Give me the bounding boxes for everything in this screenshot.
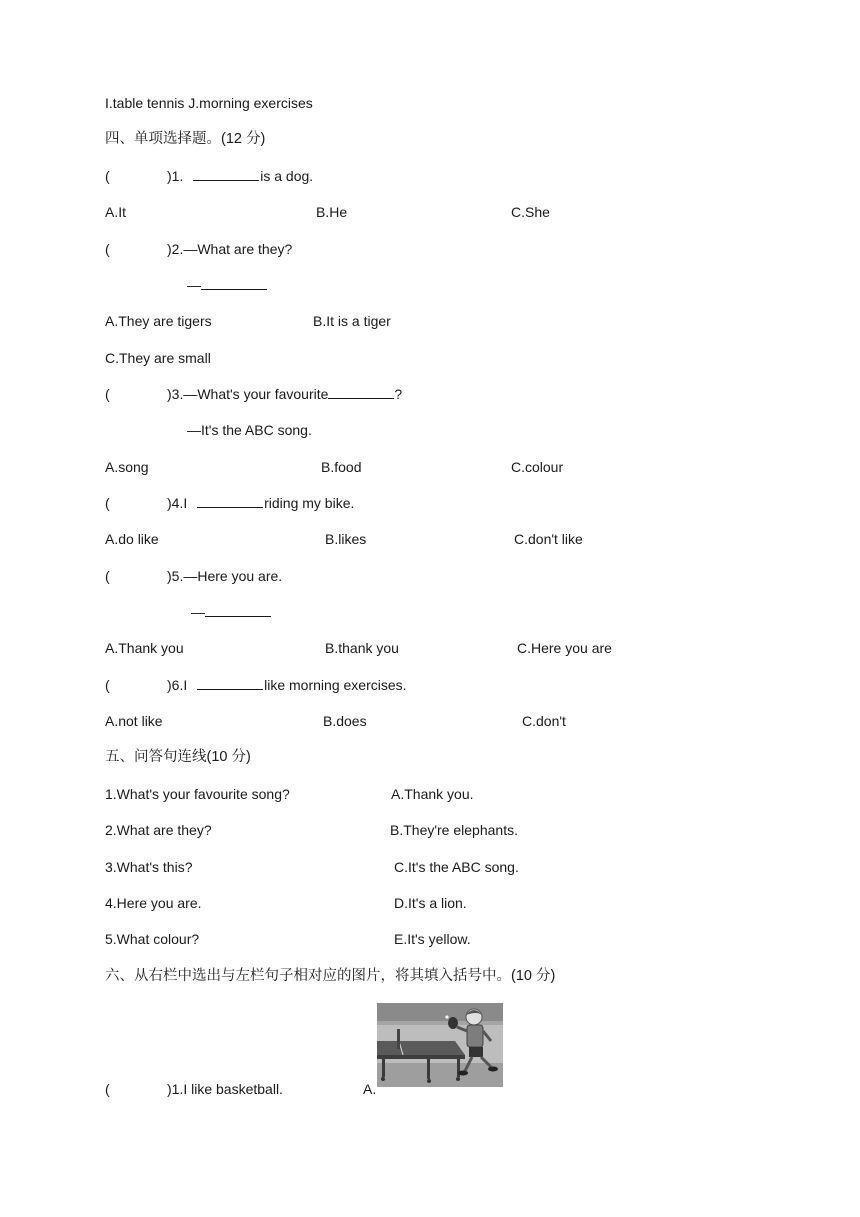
match-left-2[interactable]: 2.What are they? xyxy=(105,822,212,838)
q6-option-b: B.does xyxy=(323,713,367,729)
section6-heading: 六、从右栏中选出与左栏句子相对应的图片，将其填入括号中。(10 分) xyxy=(105,968,556,984)
q5-option-c: C.Here you are xyxy=(517,640,612,656)
q6-answer-paren[interactable]: ( xyxy=(105,677,110,693)
q5-option-b: B.thank you xyxy=(325,640,399,656)
match-left-1[interactable]: 1.What's your favourite song? xyxy=(105,786,290,802)
q1-option-c: C.She xyxy=(511,204,550,220)
q1-blank xyxy=(193,167,259,181)
q3-answer-line: —It's the ABC song. xyxy=(187,422,312,438)
q6-option-a: A.not like xyxy=(105,713,163,729)
q5-blank xyxy=(205,603,271,617)
s6-q1-stem: )1.I like basketball. xyxy=(167,1081,283,1097)
q2-option-b: B.It is a tiger xyxy=(313,313,391,329)
q4-option-a: A.do like xyxy=(105,531,159,547)
q3-option-c: C.colour xyxy=(511,459,564,475)
q5-stem: )5.—Here you are. xyxy=(167,568,283,584)
match-left-4[interactable]: 4.Here you are. xyxy=(105,895,202,911)
q6-blank xyxy=(197,676,263,690)
q1-stem: )1. is a dog. xyxy=(167,168,314,184)
match-left-3[interactable]: 3.What's this? xyxy=(105,859,193,875)
match-right-b[interactable]: B.They're elephants. xyxy=(390,822,518,838)
q2-stem: )2.—What are they? xyxy=(167,241,293,257)
q2-answer-paren[interactable]: ( xyxy=(105,241,110,257)
q2-option-a: A.They are tigers xyxy=(105,313,212,329)
q4-blank xyxy=(197,494,263,508)
q5-response-line: — xyxy=(191,603,271,621)
q1-option-a: A.It xyxy=(105,204,127,220)
q3-option-a: A.song xyxy=(105,459,149,475)
q3-option-b: B.food xyxy=(321,459,362,475)
q2-blank xyxy=(201,276,267,290)
q6-stem: )6.I like morning exercises. xyxy=(167,677,407,693)
match-right-d[interactable]: D.It's a lion. xyxy=(394,895,467,911)
q1-option-b: B.He xyxy=(316,204,348,220)
match-right-a[interactable]: A.Thank you. xyxy=(391,786,474,802)
q3-answer-paren[interactable]: ( xyxy=(105,386,110,402)
q1-answer-paren[interactable]: ( xyxy=(105,168,110,184)
q3-stem: )3.—What's your favourite ? xyxy=(167,386,403,402)
previous-line: I.table tennis J.morning exercises xyxy=(105,95,313,111)
q3-blank xyxy=(328,385,394,399)
q5-answer-paren[interactable]: ( xyxy=(105,568,110,584)
q6-option-c: C.don't xyxy=(522,713,566,729)
s6-q1-answer-paren[interactable]: ( xyxy=(105,1081,110,1097)
q4-option-b: B.likes xyxy=(325,531,367,547)
q5-option-a: A.Thank you xyxy=(105,640,184,656)
q2-option-c: C.They are small xyxy=(105,350,211,366)
s6-option-a-label: A. xyxy=(363,1081,377,1097)
section4-heading: 四、单项选择题。(12 分) xyxy=(105,131,266,147)
table-tennis-picture xyxy=(377,1003,503,1087)
q2-response-line: — xyxy=(187,276,267,294)
match-right-e[interactable]: E.It's yellow. xyxy=(394,931,471,947)
match-right-c[interactable]: C.It's the ABC song. xyxy=(394,859,519,875)
q4-stem: )4.I riding my bike. xyxy=(167,495,355,511)
match-left-5[interactable]: 5.What colour? xyxy=(105,931,200,947)
q4-answer-paren[interactable]: ( xyxy=(105,495,110,511)
q4-option-c: C.don't like xyxy=(514,531,583,547)
section5-heading: 五、问答句连线(10 分) xyxy=(105,749,251,765)
